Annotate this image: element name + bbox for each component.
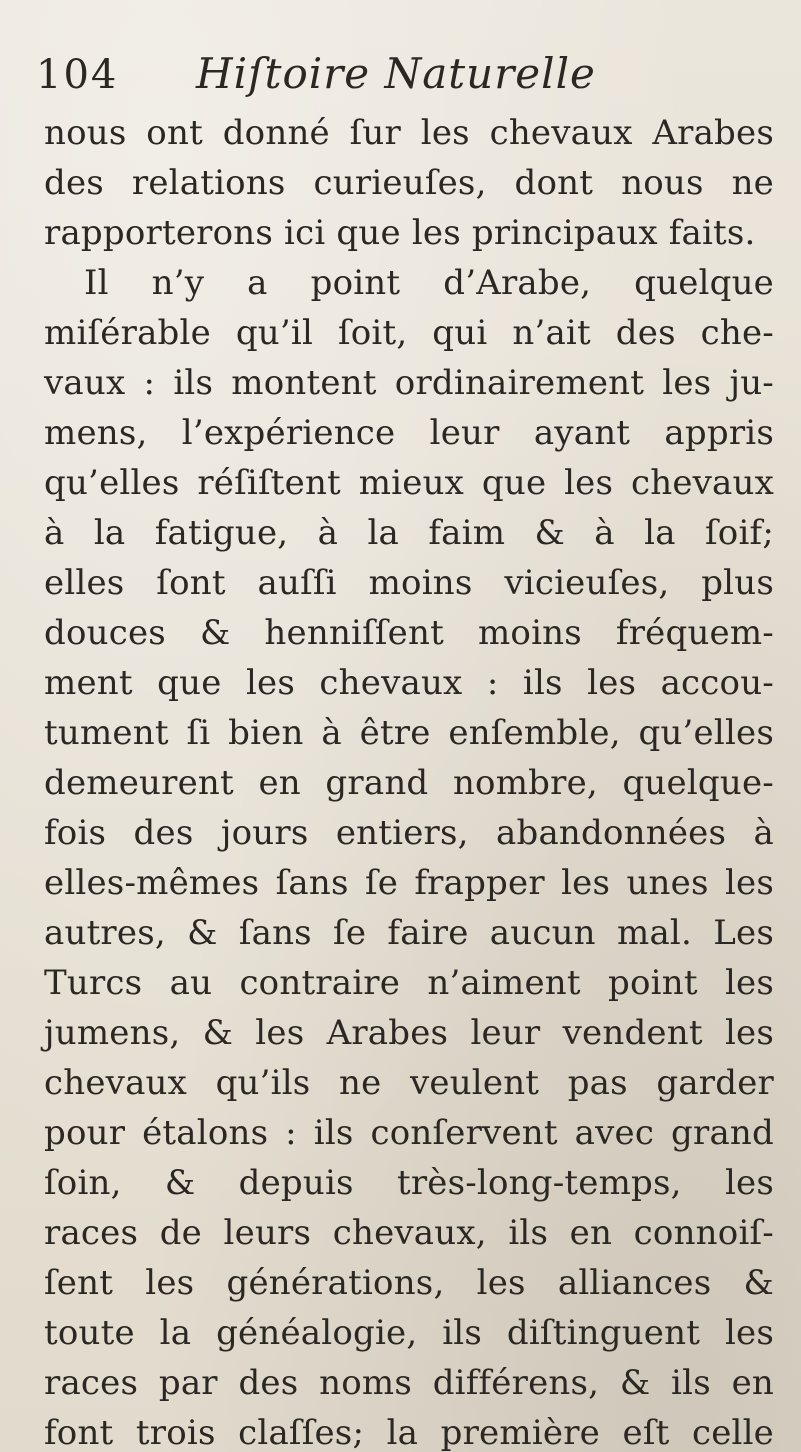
text-line: Turcs au contraire n’aiment point les xyxy=(44,963,774,1003)
text-line: ſoin, & depuis très-long-temps, les xyxy=(44,1163,774,1203)
text-line: pour étalons : ils conſervent avec grand xyxy=(44,1113,774,1153)
text-line: toute la généalogie, ils diſtinguent les xyxy=(44,1313,774,1353)
text-line: chevaux qu’ils ne veulent pas garder xyxy=(44,1063,774,1103)
text-line: races de leurs chevaux, ils en connoiſ- xyxy=(44,1213,774,1253)
body-text xyxy=(44,108,774,1452)
text-line: jumens, & les Arabes leur vendent les xyxy=(44,1013,774,1053)
text-line: mens, l’expérience leur ayant appris xyxy=(44,413,774,453)
text-line: elles ſont auſſi moins vicieuſes, plus xyxy=(44,563,774,603)
text-line: nous ont donné ſur les chevaux Arabes xyxy=(44,113,774,153)
text-line: douces & henniſſent moins fréquem- xyxy=(44,613,774,653)
text-line: Il n’y a point d’Arabe, quelque xyxy=(84,263,774,303)
text-line: à la fatigue, à la faim & à la ſoif; xyxy=(44,513,774,553)
text-line: fois des jours entiers, abandonnées à xyxy=(44,813,774,853)
running-title: Hiſtoire Naturelle xyxy=(196,49,596,98)
text-line: elles-mêmes ſans ſe frapper les unes les xyxy=(44,863,774,903)
text-line: qu’elles réſiſtent mieux que les chevaux xyxy=(44,463,774,503)
page-number: 104 xyxy=(36,52,119,98)
text-line: demeurent en grand nombre, quelque- xyxy=(44,763,774,803)
text-line: vaux : ils montent ordinairement les ju- xyxy=(44,363,774,403)
text-line: ment que les chevaux : ils les accou- xyxy=(44,663,774,703)
page-header xyxy=(36,38,765,98)
text-line: tument ſi bien à être enſemble, qu’elles xyxy=(44,713,774,753)
text-line: rapporterons ici que les principaux faits. xyxy=(44,213,756,253)
text-line: miſérable qu’il ſoit, qui n’ait des che- xyxy=(44,313,774,353)
text-line: des relations curieuſes, dont nous ne xyxy=(44,163,774,203)
text-line: font trois claſſes; la première eſt celle xyxy=(44,1413,774,1452)
text-line: autres, & ſans ſe faire aucun mal. Les xyxy=(44,913,774,953)
text-line: ſent les générations, les alliances & xyxy=(44,1263,774,1303)
text-line: races par des noms différens, & ils en xyxy=(44,1363,774,1403)
